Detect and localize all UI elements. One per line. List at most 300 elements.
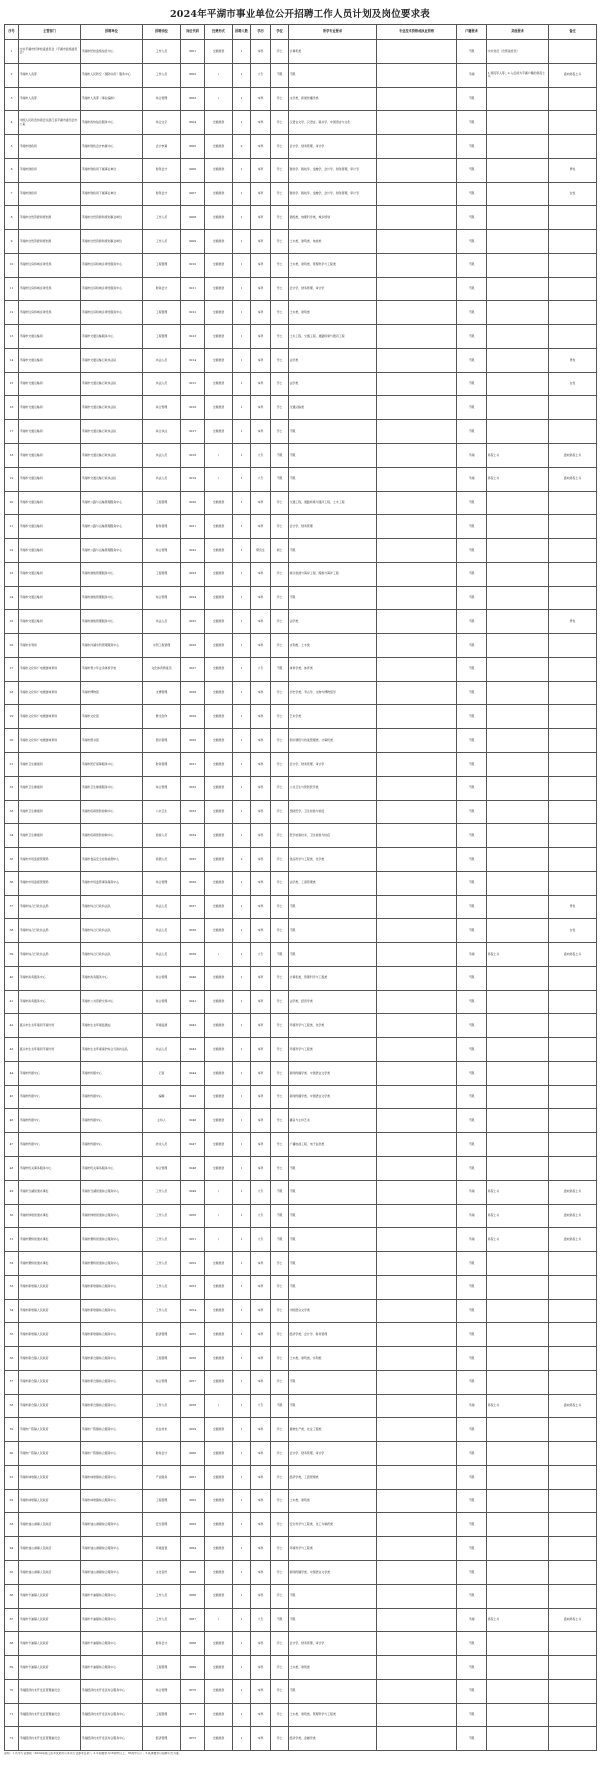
table-cell: [377, 1156, 457, 1180]
table-cell: [487, 1513, 549, 1537]
table-cell: [487, 1085, 549, 1109]
table-cell: 综合管理: [143, 1370, 181, 1394]
table-cell: 男性: [549, 895, 597, 919]
table-cell: [377, 158, 457, 182]
table-cell: 大专: [251, 657, 271, 681]
table-cell: 平湖市曹桥街道办事处: [19, 1228, 81, 1252]
table-cell: [487, 824, 549, 848]
table-row: [5, 705, 597, 729]
table-cell: 不限: [457, 1703, 487, 1727]
table-cell: 6: [5, 158, 19, 182]
table-cell: 3012: [181, 301, 205, 325]
table-cell: 学士: [271, 182, 289, 206]
table-cell: 会计学、财务管理、审计学: [289, 752, 377, 776]
table-cell: 财务会计: [143, 1442, 181, 1466]
table-cell: 公共卫生与预防医学类: [289, 776, 377, 800]
table-cell: [549, 800, 597, 824]
table-cell: [377, 444, 457, 468]
table-cell: 执法人员: [143, 1038, 181, 1062]
table-cell: 不限: [457, 158, 487, 182]
table-cell: 1: [233, 63, 251, 87]
table-row: [5, 562, 597, 586]
table-cell: 学士: [271, 848, 289, 872]
table-cell: 平湖市新埭镇综合服务中心: [81, 1299, 143, 1323]
table-cell: 不限: [457, 301, 487, 325]
table-cell: 学士: [271, 372, 289, 396]
table-cell: 全额拨款: [205, 253, 233, 277]
table-cell: 平湖市传媒中心: [81, 1133, 143, 1157]
table-cell: /: [205, 87, 233, 111]
table-cell: [377, 135, 457, 159]
table-cell: /: [205, 63, 233, 87]
table-cell: [377, 1561, 457, 1585]
table-cell: 平湖市新仓镇综合服务中心: [81, 1394, 143, 1418]
table-cell: 本科: [251, 1275, 271, 1299]
table-cell: [549, 1347, 597, 1371]
table-cell: 测绘类、地理科学类、城乡规划: [289, 206, 377, 230]
table-cell: 1: [233, 444, 251, 468]
table-cell: 财政学、税收学、金融学、会计学、财务管理、审计学: [289, 182, 377, 206]
table-cell: 环境科学与工程类: [289, 1537, 377, 1561]
table-cell: [549, 515, 597, 539]
table-cell: [487, 1632, 549, 1656]
table-row: [5, 1703, 597, 1727]
table-cell: 1: [233, 1465, 251, 1489]
table-cell: 环境科学与工程类、化学类: [289, 1014, 377, 1038]
table-cell: 1: [233, 230, 251, 254]
table-cell: 平湖市传媒中心: [19, 1061, 81, 1085]
table-cell: 全额拨款: [205, 990, 233, 1014]
table-cell: 执法人员: [143, 444, 181, 468]
table-cell: [377, 1656, 457, 1680]
table-cell: 不限: [457, 919, 487, 943]
table-cell: [549, 135, 597, 159]
table-cell: 工作人员: [143, 1204, 181, 1228]
table-cell: 本科: [251, 301, 271, 325]
table-cell: 1: [233, 372, 251, 396]
table-cell: 1: [233, 1537, 251, 1561]
table-cell: 17: [5, 420, 19, 444]
table-cell: 3033: [181, 800, 205, 824]
table-cell: 平湖市新仓镇人民政府: [19, 1394, 81, 1418]
table-row: [5, 1204, 597, 1228]
table-cell: [549, 253, 597, 277]
table-cell: 土木工程、交通工程、道路桥梁与渡河工程: [289, 325, 377, 349]
table-cell: 不限: [289, 420, 377, 444]
table-cell: 计算机类、管理科学与工程类: [289, 966, 377, 990]
table-cell: /: [205, 467, 233, 491]
table-cell: 全额拨款: [205, 1370, 233, 1394]
table-row: [5, 135, 597, 159]
table-cell: 本科: [251, 871, 271, 895]
table-cell: 不限: [457, 1061, 487, 1085]
table-cell: 1: [233, 182, 251, 206]
table-cell: 平湖经济技术开发区综合服务中心: [81, 1703, 143, 1727]
table-cell: 3009: [181, 230, 205, 254]
table-cell: 学士: [271, 895, 289, 919]
table-cell: 学士: [271, 1656, 289, 1680]
table-cell: [487, 491, 549, 515]
table-cell: 安全科学与工程类、化工与制药类: [289, 1513, 377, 1537]
table-cell: 不限: [457, 895, 487, 919]
table-row: [5, 1085, 597, 1109]
table-cell: 3054: [181, 1299, 205, 1323]
table-cell: 不限: [457, 752, 487, 776]
table-cell: 本科: [251, 681, 271, 705]
table-cell: [377, 40, 457, 64]
table-cell: 1: [233, 1228, 251, 1252]
table-cell: 土木类、建筑类、管理科学与工程类: [289, 1703, 377, 1727]
table-cell: 4: [5, 111, 19, 135]
table-cell: 不限: [457, 1133, 487, 1157]
table-cell: 全额拨款: [205, 586, 233, 610]
table-cell: 平湖市综合行政执法局: [19, 943, 81, 967]
table-cell: 3029: [181, 705, 205, 729]
table-body: [5, 40, 597, 1751]
table-cell: 全额拨款: [205, 1038, 233, 1062]
table-cell: 平湖市乍浦镇人民政府: [19, 1656, 81, 1680]
table-cell: 34: [5, 824, 19, 848]
table-cell: [377, 253, 457, 277]
table-cell: [377, 301, 457, 325]
table-row: [5, 444, 597, 468]
table-cell: 3064: [181, 1537, 205, 1561]
table-cell: 退役士兵: [487, 1180, 549, 1204]
table-cell: 记者: [143, 1061, 181, 1085]
table-cell: [377, 1442, 457, 1466]
table-cell: 不限: [457, 1299, 487, 1323]
table-cell: 不限: [457, 681, 487, 705]
table-cell: 本科: [251, 1465, 271, 1489]
table-row: [5, 1442, 597, 1466]
table-cell: 面向退役士兵: [549, 1608, 597, 1632]
table-cell: [377, 943, 457, 967]
table-cell: 大专: [251, 1228, 271, 1252]
table-cell: 平湖市公路与运输管理服务中心: [81, 491, 143, 515]
table-cell: 1: [233, 1418, 251, 1442]
table-cell: [487, 895, 549, 919]
table-cell: 图书管理: [143, 729, 181, 753]
table-cell: 58: [5, 1394, 19, 1418]
table-cell: 全额拨款: [205, 420, 233, 444]
table-cell: 学士: [271, 1465, 289, 1489]
table-cell: 本科: [251, 1442, 271, 1466]
table-cell: 综合管理: [143, 539, 181, 563]
table-cell: [377, 1632, 457, 1656]
table-row: [5, 1061, 597, 1085]
column-header: 户籍要求: [457, 25, 487, 40]
table-cell: 不限: [457, 1537, 487, 1561]
table-cell: [487, 1252, 549, 1276]
table-cell: 48: [5, 1156, 19, 1180]
table-cell: 工作人员: [143, 1394, 181, 1418]
table-cell: 本科: [251, 776, 271, 800]
table-cell: [377, 1727, 457, 1751]
column-header: 序号: [5, 25, 19, 40]
table-cell: 平湖市文化馆: [81, 705, 143, 729]
table-cell: 平湖市机关事务服务中心: [81, 1156, 143, 1180]
table-cell: [377, 1418, 457, 1442]
table-cell: 不限: [289, 895, 377, 919]
table-cell: 10: [5, 253, 19, 277]
table-cell: [549, 325, 597, 349]
table-cell: 1: [233, 610, 251, 634]
table-cell: [487, 1679, 549, 1703]
table-cell: 学士: [271, 325, 289, 349]
table-row: [5, 1513, 597, 1537]
table-cell: 23: [5, 562, 19, 586]
table-cell: 面向退役士兵: [549, 444, 597, 468]
table-cell: [377, 1085, 457, 1109]
table-cell: 平湖市传媒中心: [81, 1061, 143, 1085]
table-cell: 男性: [549, 610, 597, 634]
table-cell: 会计学、财务管理、审计学: [289, 277, 377, 301]
table-cell: 1: [233, 1561, 251, 1585]
table-cell: 工程管理: [143, 562, 181, 586]
table-cell: 全额拨款: [205, 372, 233, 396]
table-cell: 11: [5, 277, 19, 301]
table-cell: 本科: [251, 729, 271, 753]
table-cell: 学士: [271, 990, 289, 1014]
table-cell: 平湖市新埭镇人民政府: [19, 1323, 81, 1347]
table-cell: 29: [5, 705, 19, 729]
table-cell: 本科: [251, 634, 271, 658]
table-cell: 1: [233, 634, 251, 658]
table-cell: 不限: [457, 230, 487, 254]
table-cell: [549, 1156, 597, 1180]
table-cell: 财务管理: [143, 752, 181, 776]
table-cell: 食品科学与工程类、化学类: [289, 848, 377, 872]
table-cell: 面向退役士兵: [549, 943, 597, 967]
table-cell: 1: [233, 1299, 251, 1323]
table-cell: [487, 182, 549, 206]
table-cell: [549, 1656, 597, 1680]
table-cell: 1: [233, 325, 251, 349]
table-cell: [377, 1679, 457, 1703]
table-cell: [377, 1180, 457, 1204]
table-cell: 平湖市住房和城乡建设服务中心: [81, 253, 143, 277]
table-cell: 群文创作: [143, 705, 181, 729]
table-cell: 3030: [181, 729, 205, 753]
table-cell: 本科: [251, 919, 271, 943]
table-cell: 平湖市新仓镇人民政府: [19, 1370, 81, 1394]
table-cell: 面向退役士兵: [549, 467, 597, 491]
table-cell: 22: [5, 539, 19, 563]
table-cell: 法学类: [289, 372, 377, 396]
table-row: [5, 1679, 597, 1703]
table-cell: 全额拨款: [205, 1632, 233, 1656]
table-cell: 1: [233, 729, 251, 753]
table-cell: 全额拨款: [205, 1085, 233, 1109]
table-cell: 不限: [271, 1228, 289, 1252]
table-cell: 3015: [181, 372, 205, 396]
table-cell: 平湖: [457, 1180, 487, 1204]
table-cell: 本科: [251, 372, 271, 396]
table-cell: [377, 1204, 457, 1228]
table-cell: 综合管理: [143, 87, 181, 111]
table-cell: 平湖市林埭镇人民政府: [19, 1465, 81, 1489]
table-cell: 全额拨款: [205, 325, 233, 349]
table-cell: 环境监管: [143, 1537, 181, 1561]
table-cell: 大专: [251, 63, 271, 87]
table-cell: 1: [233, 657, 251, 681]
table-cell: 嘉兴市生态环境局平湖分局: [19, 1038, 81, 1062]
table-cell: [377, 325, 457, 349]
table-cell: 本科: [251, 1156, 271, 1180]
table-cell: 60: [5, 1442, 19, 1466]
table-cell: [487, 610, 549, 634]
table-cell: 学士: [271, 1347, 289, 1371]
table-cell: 本科: [251, 348, 271, 372]
table-cell: 学士: [271, 1727, 289, 1751]
table-cell: 不限: [457, 1561, 487, 1585]
table-cell: 大专: [251, 943, 271, 967]
table-cell: [487, 1323, 549, 1347]
table-cell: 女性: [549, 182, 597, 206]
table-cell: 2: [5, 63, 19, 87]
table-cell: 平湖市政务服务中心: [19, 966, 81, 990]
table-cell: 不限: [457, 396, 487, 420]
table-cell: 平湖市公共资源交易中心: [81, 990, 143, 1014]
table-row: [5, 1180, 597, 1204]
table-row: [5, 396, 597, 420]
table-cell: 不限: [289, 919, 377, 943]
table-cell: 历史学类、考古学、文物与博物馆学: [289, 681, 377, 705]
table-cell: 学士: [271, 253, 289, 277]
table-cell: [549, 966, 597, 990]
table-cell: 法学类: [289, 610, 377, 634]
table-cell: 综合管理: [143, 586, 181, 610]
table-cell: 平湖市广陈镇综合服务中心: [81, 1442, 143, 1466]
table-cell: 全额拨款: [205, 752, 233, 776]
column-header: 招聘岗位: [143, 25, 181, 40]
table-cell: 53: [5, 1275, 19, 1299]
table-cell: 水利工程管理: [143, 634, 181, 658]
table-cell: 交通运输类: [289, 396, 377, 420]
table-cell: 学士: [271, 1513, 289, 1537]
table-cell: [549, 1014, 597, 1038]
table-cell: /: [205, 444, 233, 468]
table-cell: 农业技术: [143, 1418, 181, 1442]
table-cell: 3072: [181, 1727, 205, 1751]
table-cell: 3013: [181, 325, 205, 349]
table-cell: [377, 871, 457, 895]
table-cell: 不限: [457, 1109, 487, 1133]
table-cell: 本科: [251, 990, 271, 1014]
table-cell: 35: [5, 848, 19, 872]
table-cell: [487, 1299, 549, 1323]
table-cell: 不限: [457, 1275, 487, 1299]
table-cell: 不限: [457, 420, 487, 444]
table-cell: 本科: [251, 1038, 271, 1062]
table-cell: 学士: [271, 277, 289, 301]
table-cell: [549, 1489, 597, 1513]
table-cell: 1: [233, 1370, 251, 1394]
table-cell: 学士: [271, 420, 289, 444]
table-cell: [549, 87, 597, 111]
table-cell: 不限: [289, 1370, 377, 1394]
table-cell: 不限: [289, 1156, 377, 1180]
table-cell: 女性: [549, 372, 597, 396]
table-cell: [377, 634, 457, 658]
table-cell: 45: [5, 1085, 19, 1109]
table-cell: 全额拨款: [205, 277, 233, 301]
table-cell: 不限: [457, 111, 487, 135]
table-cell: 嘉兴市生态环境局平湖分局: [19, 1014, 81, 1038]
table-cell: 3057: [181, 1370, 205, 1394]
table-cell: [549, 1442, 597, 1466]
table-cell: 学士: [271, 230, 289, 254]
table-cell: 3037: [181, 895, 205, 919]
table-cell: 学士: [271, 562, 289, 586]
table-cell: 平湖市人武部: [19, 63, 81, 87]
table-cell: [377, 562, 457, 586]
table-cell: 平湖: [457, 1228, 487, 1252]
table-cell: 本科: [251, 1299, 271, 1323]
table-cell: 3068: [181, 1632, 205, 1656]
table-cell: 经济学类、金融学类: [289, 1727, 377, 1751]
table-cell: 平湖市政务服务中心: [19, 990, 81, 1014]
table-cell: 平湖市文化和广电旅游体育局: [19, 729, 81, 753]
table-cell: 全额拨款: [205, 111, 233, 135]
table-cell: 不限: [457, 515, 487, 539]
table-cell: 平湖市交通运输局: [19, 562, 81, 586]
table-cell: 1: [233, 1442, 251, 1466]
table-cell: 19: [5, 467, 19, 491]
table-cell: 3062: [181, 1489, 205, 1513]
table-row: [5, 848, 597, 872]
table-cell: 会计学、财务管理: [289, 515, 377, 539]
table-cell: 学士: [271, 1252, 289, 1276]
table-cell: 全额拨款: [205, 348, 233, 372]
table-cell: 平湖市独山港镇人民政府: [19, 1537, 81, 1561]
table-cell: 工作人员: [143, 1584, 181, 1608]
table-cell: 学士: [271, 1632, 289, 1656]
table-cell: 平湖市疾病预防控制中心: [81, 800, 143, 824]
table-cell: 平湖市交通运输局: [19, 539, 81, 563]
table-cell: 平湖市新仓镇综合服务中心: [81, 1347, 143, 1371]
table-cell: 本科: [251, 135, 271, 159]
table-cell: 平湖市曹桥街道综合服务中心: [81, 1228, 143, 1252]
table-cell: 本科: [251, 1584, 271, 1608]
table-row: [5, 63, 597, 87]
table-cell: 学士: [271, 1014, 289, 1038]
table-cell: [377, 1703, 457, 1727]
table-cell: 本科: [251, 1727, 271, 1751]
table-cell: 不限: [271, 943, 289, 967]
table-cell: 平湖市乍浦镇综合服务中心: [81, 1608, 143, 1632]
table-cell: 不限: [457, 848, 487, 872]
table-cell: 全额拨款: [205, 206, 233, 230]
table-cell: 7: [5, 182, 19, 206]
table-cell: [377, 1489, 457, 1513]
table-cell: 平湖市交通运输行政执法队: [81, 372, 143, 396]
table-cell: [487, 1275, 549, 1299]
table-cell: [549, 1727, 597, 1751]
table-cell: 70: [5, 1679, 19, 1703]
table-cell: 不限: [457, 1513, 487, 1537]
table-cell: 财务会计: [143, 277, 181, 301]
table-cell: 工程管理: [143, 253, 181, 277]
table-row: [5, 515, 597, 539]
table-cell: 不限: [289, 1679, 377, 1703]
table-cell: 全额拨款: [205, 634, 233, 658]
table-cell: [487, 1156, 549, 1180]
table-cell: [549, 1109, 597, 1133]
table-cell: 1: [233, 396, 251, 420]
table-cell: 69: [5, 1656, 19, 1680]
table-cell: [487, 253, 549, 277]
